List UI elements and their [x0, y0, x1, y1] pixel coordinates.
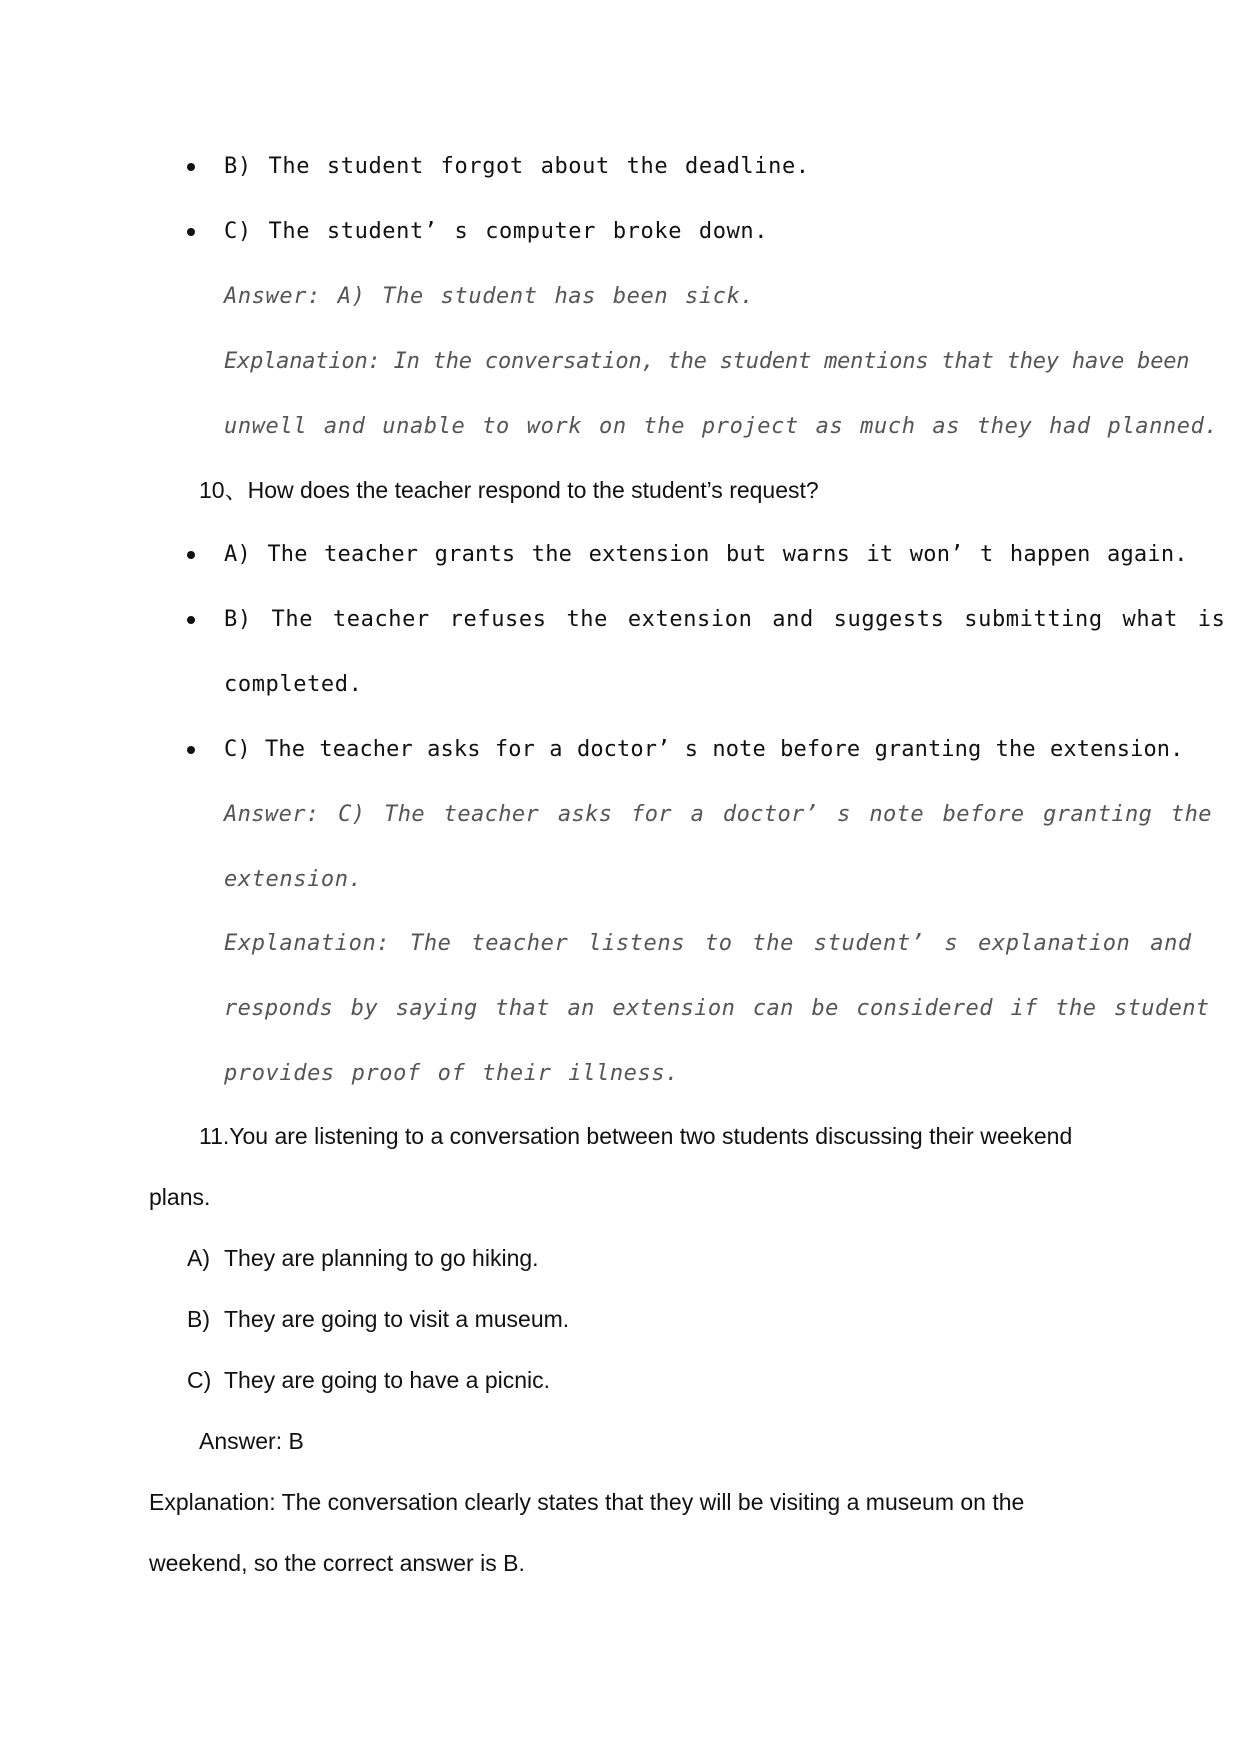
q11-question-line-2: plans. [149, 1184, 211, 1210]
bullet-icon [187, 228, 195, 236]
q11-option-c-label: C) [187, 1367, 212, 1393]
q9-option-b: B) The student forgot about the deadline. [224, 154, 810, 179]
q11-option-b: They are going to visit a museum. [224, 1306, 570, 1332]
q10-option-b-line-1: B) The teacher refuses the extension and suggests submitting what is [224, 607, 1226, 632]
q9-explanation-line-2: unwell and unable to work on the project as much as they had planned. [224, 414, 1219, 439]
bullet-icon [187, 551, 195, 559]
q11-answer: Answer: B [199, 1428, 304, 1454]
q11-option-c: They are going to have a picnic. [224, 1367, 551, 1393]
q10-question: 10、How does the teacher respond to the student’s request? [199, 477, 819, 503]
q11-explanation-line-2: weekend, so the correct answer is B. [149, 1550, 525, 1576]
q9-explanation-line-1: Explanation: In the conversation, the student mentions that they have been [224, 349, 1190, 374]
bullet-icon [187, 746, 195, 754]
q10-option-b-line-2: completed. [224, 672, 363, 697]
q10-explanation-line-2: responds by saying that an extension can be considered if the student [224, 996, 1210, 1021]
q10-answer-line-2: extension. [224, 867, 363, 892]
q10-option-a: A) The teacher grants the extension but warns it won’ t happen again. [224, 542, 1188, 567]
q11-explanation-line-1: Explanation: The conversation clearly states that they will be visiting a museum on the [149, 1489, 1025, 1515]
q10-explanation-line-1: Explanation: The teacher listens to the student’ s explanation and [224, 931, 1192, 956]
q11-option-a-label: A) [187, 1245, 210, 1271]
q11-question-line-1: 11.You are listening to a conversation between two students discussing their weekend [199, 1123, 1073, 1149]
q10-option-c: C) The teacher asks for a doctor’ s note before granting the extension. [224, 737, 1184, 762]
q9-answer: Answer: A) The student has been sick. [224, 284, 755, 309]
q9-option-c: C) The student’ s computer broke down. [224, 219, 769, 244]
q10-answer-line-1: Answer: C) The teacher asks for a doctor’ s note before granting the [224, 802, 1212, 827]
q10-explanation-line-3: provides proof of their illness. [224, 1061, 680, 1086]
bullet-icon [187, 616, 195, 624]
bullet-icon [187, 163, 195, 171]
q11-option-a: They are planning to go hiking. [224, 1245, 539, 1271]
q11-option-b-label: B) [187, 1306, 210, 1332]
